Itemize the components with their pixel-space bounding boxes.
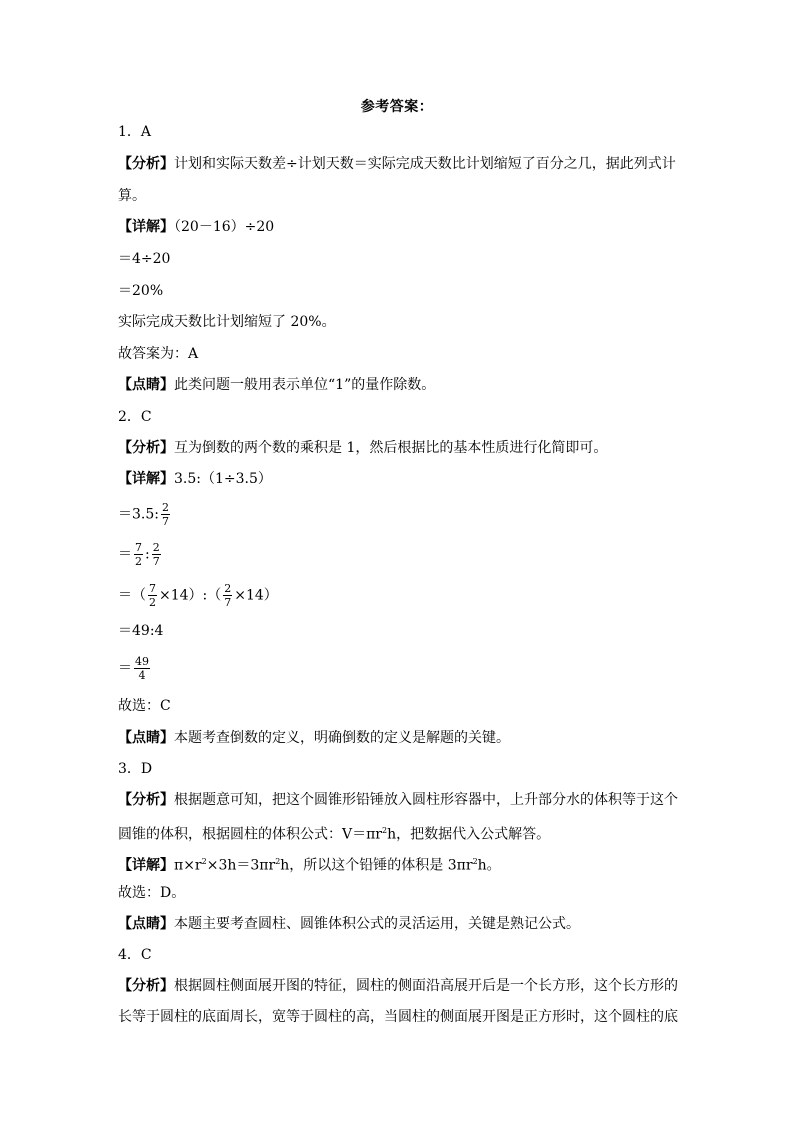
q2-analysis bbox=[118, 439, 678, 457]
fraction-7-2 bbox=[134, 542, 143, 567]
q1-analysis bbox=[118, 155, 678, 173]
q3-detail-text: h。 bbox=[477, 857, 501, 874]
q3-analysis-tag: 【分析】 bbox=[118, 792, 174, 808]
q1-analysis-tag: 【分析】 bbox=[118, 156, 174, 172]
q4-analysis-text: 根据圆柱侧面展开图的特征，圆柱的侧面沿高展开后是一个长方形，这个长方形的 bbox=[174, 978, 678, 994]
fraction-2-7 bbox=[223, 583, 232, 608]
ratio-colon: : bbox=[145, 546, 150, 563]
q2-step-1 bbox=[118, 502, 678, 527]
q3-detail-text: h，所以这个铅锤的体积是 3πr bbox=[280, 857, 473, 874]
q1-answer: 1．A bbox=[118, 124, 152, 140]
q2-analysis-tag: 【分析】 bbox=[118, 440, 174, 456]
q2-answer: 2．C bbox=[118, 409, 152, 425]
q3-final-answer: 故选：D。 bbox=[118, 885, 186, 901]
fraction-denominator: 4 bbox=[138, 669, 146, 682]
q1-detail bbox=[118, 218, 678, 236]
q1-detail-tag: 【详解】 bbox=[118, 219, 174, 235]
page-title: 参考答案： bbox=[360, 99, 434, 115]
superscript-2: 2 bbox=[472, 857, 478, 866]
q2-step-3-close: ×14） bbox=[234, 587, 278, 604]
fraction-denominator: 7 bbox=[152, 555, 160, 568]
q1-comment-text: 此类问题一般用表示单位“1”的量作除数。 bbox=[174, 377, 436, 393]
q4-analysis-cont: 长等于圆柱的底面周长，宽等于圆柱的高，当圆柱的侧面展开图是正方形时，这个圆柱的底 bbox=[118, 1009, 678, 1025]
fraction-denominator: 2 bbox=[135, 555, 142, 568]
q2-step-3-mid: ×14）:（ bbox=[159, 587, 222, 604]
fraction-2-7 bbox=[152, 542, 161, 567]
q4-analysis bbox=[118, 977, 678, 995]
q2-detail-text: 3.5:（1÷3.5） bbox=[174, 471, 272, 487]
fraction-denominator: 7 bbox=[224, 596, 232, 609]
q2-step-5-text: ＝ bbox=[118, 660, 132, 677]
fraction-numerator: 7 bbox=[149, 582, 156, 595]
q4-analysis-tag: 【分析】 bbox=[118, 978, 174, 994]
q1-comment-tag: 【点睛】 bbox=[118, 377, 174, 393]
fraction-numerator: 7 bbox=[135, 541, 142, 554]
q1-step-3: 实际完成天数比计划缩短了 20%。 bbox=[118, 314, 336, 330]
fraction-denominator: 2 bbox=[149, 596, 156, 609]
q2-analysis-text: 互为倒数的两个数的乘积是 1，然后根据比的基本性质进行化简即可。 bbox=[174, 440, 608, 456]
superscript-2: 2 bbox=[201, 857, 207, 866]
q3-detail-text: ×3h＝3πr bbox=[206, 857, 276, 874]
q3-detail-tag: 【详解】 bbox=[118, 857, 174, 874]
q2-step-1-text: ＝3.5: bbox=[118, 506, 159, 523]
q4-answer: 4．C bbox=[118, 947, 152, 963]
q1-detail-text: （20－16）÷20 bbox=[174, 219, 275, 235]
q2-detail-tag: 【详解】 bbox=[118, 471, 174, 487]
q3-analysis-cont-end: h，把数据代入公式解答。 bbox=[387, 826, 551, 843]
q2-step-5 bbox=[118, 656, 678, 681]
q2-step-3-open: ＝（ bbox=[118, 587, 146, 604]
q1-step-2: ＝20% bbox=[118, 283, 164, 299]
q1-comment bbox=[118, 376, 678, 394]
q3-comment bbox=[118, 915, 678, 933]
q2-step-3 bbox=[118, 583, 678, 608]
q2-step-4: ＝49:4 bbox=[118, 623, 164, 639]
fraction-numerator: 49 bbox=[135, 655, 149, 668]
q3-analysis-cont bbox=[118, 822, 678, 844]
q1-final-answer: 故答案为：A bbox=[118, 346, 199, 362]
q2-comment bbox=[118, 729, 678, 747]
q3-analysis-text: 根据题意可知，把这个圆锥形铅锤放入圆柱形容器中，上升部分水的体积等于这个 bbox=[174, 792, 678, 808]
q3-analysis-cont-text: 圆锥的体积，根据圆柱的体积公式：V＝πr bbox=[118, 826, 383, 843]
q2-comment-tag: 【点睛】 bbox=[118, 730, 174, 746]
q2-final-answer: 故选：C bbox=[118, 698, 171, 714]
superscript-2: 2 bbox=[275, 857, 281, 866]
q3-comment-tag: 【点睛】 bbox=[118, 916, 174, 932]
fraction-numerator: 2 bbox=[161, 501, 169, 514]
q1-step-1: ＝4÷20 bbox=[118, 251, 171, 267]
superscript-2: 2 bbox=[382, 826, 388, 835]
q3-answer: 3．D bbox=[118, 761, 153, 777]
q3-detail bbox=[118, 853, 678, 875]
fraction-numerator: 2 bbox=[224, 582, 232, 595]
q2-comment-text: 本题考查倒数的定义，明确倒数的定义是解题的关键。 bbox=[174, 730, 510, 746]
fraction-denominator: 7 bbox=[161, 515, 169, 528]
fraction-2-7 bbox=[161, 502, 170, 527]
q1-analysis-text: 计划和实际天数差÷计划天数＝实际完成天数比计划缩短了百分之几，据此列式计 bbox=[174, 156, 676, 172]
fraction-7-2 bbox=[148, 583, 157, 608]
q2-detail bbox=[118, 470, 678, 488]
q3-detail-text: π×r bbox=[174, 857, 202, 874]
q3-analysis bbox=[118, 791, 678, 809]
q2-step-2-text: ＝ bbox=[118, 546, 132, 563]
q3-comment-text: 本题主要考查圆柱、圆锥体积公式的灵活运用，关键是熟记公式。 bbox=[174, 916, 580, 932]
q1-analysis-cont: 算。 bbox=[118, 188, 146, 204]
fraction-49-4 bbox=[134, 656, 150, 681]
fraction-numerator: 2 bbox=[152, 541, 160, 554]
q2-step-2 bbox=[118, 542, 678, 567]
